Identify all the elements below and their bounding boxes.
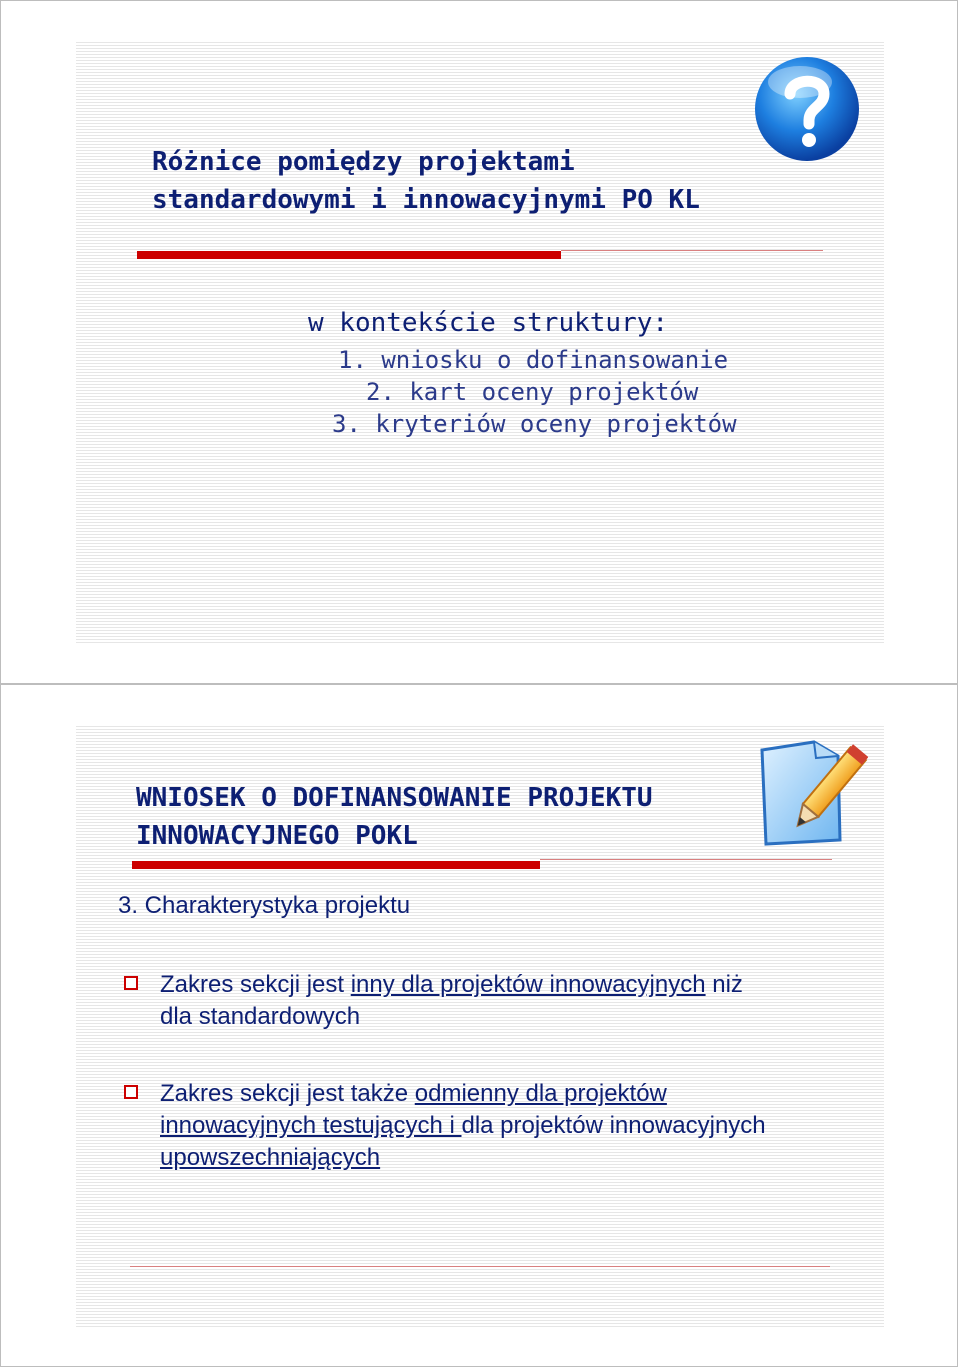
slide-1-title-line-2: standardowymi i innowacyjnymi PO KL bbox=[152, 185, 700, 215]
title-underline-line bbox=[540, 859, 832, 860]
slide-1-title bbox=[152, 143, 700, 219]
bullet-square-icon bbox=[124, 1085, 138, 1099]
bullet-text-1 bbox=[160, 969, 743, 1033]
bullet-1-text: Zakres sekcji jest bbox=[160, 971, 351, 998]
list-item: 1. wniosku o dofinansowanie bbox=[338, 346, 729, 374]
slide-1 bbox=[76, 40, 884, 644]
bullet-1-text-end: niż bbox=[705, 971, 743, 998]
slide-2 bbox=[76, 724, 884, 1328]
document-edit-pencil-icon bbox=[756, 736, 868, 848]
slide-2-title-line-1: WNIOSEK O DOFINANSOWANIE PROJEKTU bbox=[136, 783, 653, 813]
title-underline-bar bbox=[132, 861, 540, 869]
bullet-2-underlined-2: innowacyjnych testujących i bbox=[160, 1112, 462, 1139]
bullet-2-underlined-3: upowszechniających bbox=[160, 1144, 381, 1171]
slide-2-title bbox=[136, 779, 653, 855]
context-heading: w kontekście struktury: bbox=[308, 308, 669, 338]
list-item: 2. kart oceny projektów bbox=[366, 378, 699, 406]
title-underline-line bbox=[561, 250, 823, 251]
bullet-1-line-2: dla standardowych bbox=[160, 1003, 361, 1030]
help-question-icon bbox=[752, 54, 862, 164]
bullet-2-text: Zakres sekcji jest także bbox=[160, 1080, 415, 1107]
bullet-square-icon bbox=[124, 976, 138, 990]
section-heading: 3. Charakterystyka projektu bbox=[118, 892, 411, 919]
bullet-text-2 bbox=[160, 1078, 766, 1174]
title-underline-bar bbox=[137, 251, 561, 259]
footer-line bbox=[130, 1266, 830, 1267]
list-item: 3. kryteriów oceny projektów bbox=[332, 410, 737, 438]
slide-2-title-line-2: INNOWACYJNEGO POKL bbox=[136, 821, 418, 851]
bullet-2-underlined-1: odmienny dla projektów bbox=[414, 1080, 667, 1107]
slide-1-title-line-1: Różnice pomiędzy projektami bbox=[152, 147, 575, 177]
bullet-1-underlined: inny dla projektów innowacyjnych bbox=[350, 971, 706, 998]
bullet-2-text-end: dla projektów innowacyjnych bbox=[461, 1112, 766, 1139]
